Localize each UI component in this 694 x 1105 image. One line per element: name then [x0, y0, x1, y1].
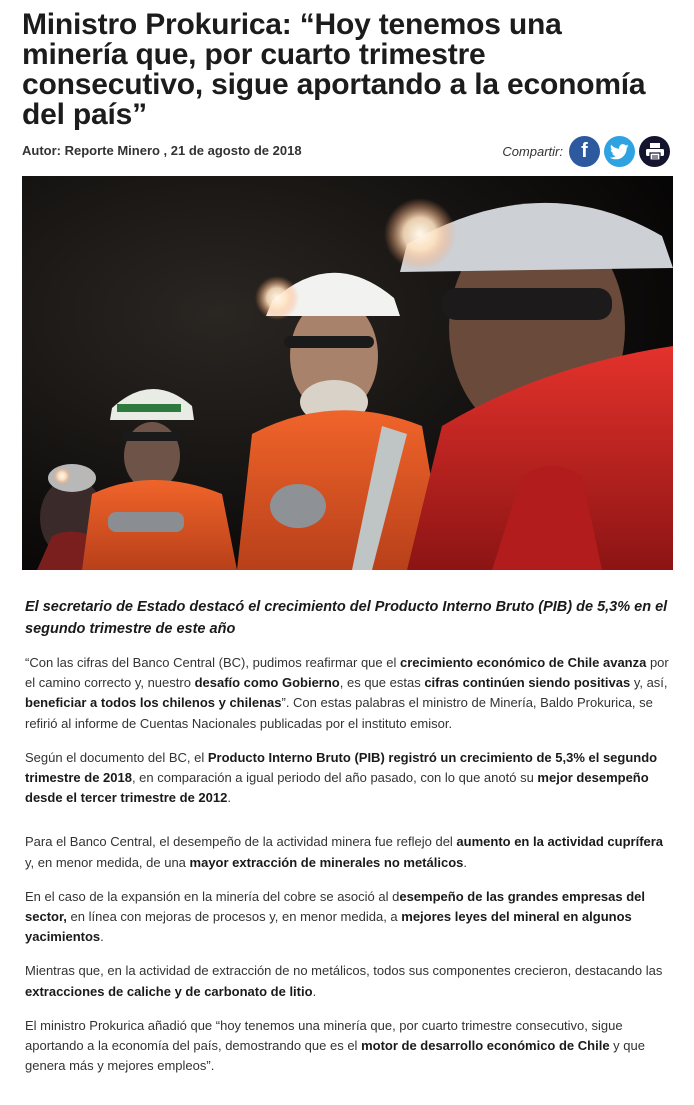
paragraph — [25, 961, 675, 1001]
bold-text: mayor extracción de minerales no metálicos — [189, 854, 464, 870]
paragraph — [25, 887, 675, 948]
printer-icon — [646, 143, 664, 160]
article-lead: El secretario de Estado destacó el crecimiento del Producto Interno Bruto (PIB) de 5,3% en el segundo trimestre de este año — [25, 599, 668, 637]
paragraph — [25, 653, 675, 734]
text-run: En el caso de la expansión en la minería del cobre se asoció al d — [25, 888, 400, 904]
miners-photo — [22, 176, 673, 570]
bold-text: beneficiar a todos los chilenos y chilenas — [25, 695, 282, 711]
bold-text: extracciones de caliche y de carbonato de litio — [25, 983, 313, 999]
bold-text: motor de desarrollo económico de Chile — [361, 1038, 610, 1054]
share-bar — [502, 136, 670, 167]
text-run: , es que estas — [339, 675, 425, 691]
share-label: Compartir: — [502, 144, 563, 159]
twitter-share-button[interactable] — [604, 136, 635, 167]
text-run: y, en menor medida, de una — [25, 854, 190, 870]
text-run: , en comparación a igual periodo del año pasado, con lo que anotó su — [131, 770, 538, 786]
text-run: “Con las cifras del Banco Central (BC), pudimos reafirmar que el — [25, 655, 400, 670]
article-title: Ministro Prokurica: “Hoy tenemos una minería que, por cuarto trimestre consecutivo, sigue aportando a la economía del país” — [22, 8, 646, 131]
bold-text: crecimiento económico de Chile avanza — [399, 655, 647, 670]
facebook-share-button[interactable] — [569, 136, 600, 167]
twitter-icon — [610, 144, 629, 160]
text-run: El ministro Prokurica añadió que “hoy tenemos una minería que, por cuarto trimestre consecutivo, sigue aportando a la economía del país, demostrando que es el — [25, 1017, 623, 1054]
article-body — [25, 596, 675, 1090]
text-run: Para el Banco Central, el desempeño de la actividad minera fue reflejo del — [25, 834, 457, 850]
paragraph — [25, 748, 675, 809]
text-run: Según el documento del BC, el — [25, 749, 208, 765]
bold-text: cifras continúen siendo positivas — [424, 675, 631, 691]
text-run: . — [312, 983, 317, 999]
bold-text: Producto Interno Bruto (PIB) registró un crecimiento de 5,3% el segundo trimestre de 2018 — [25, 749, 658, 786]
bold-text: aumento en la actividad cuprífera — [456, 834, 664, 850]
bold-text: esempeño de las grandes empresas del sector, — [25, 888, 646, 925]
bold-text: mejores leyes del mineral en algunos yacimientos — [25, 909, 632, 945]
text-run: . — [463, 854, 467, 870]
text-run: Mientras que, en la actividad de extracción de no metálicos, todos sus componentes crecieron, destacando las — [25, 963, 663, 979]
bold-text: mejor desempeño desde el tercer trimestre de 2012 — [25, 770, 649, 806]
paragraph — [25, 832, 675, 872]
text-run: en línea con mejoras de procesos y, en menor medida, a — [66, 909, 402, 925]
bold-text: desafío como Gobierno — [194, 675, 340, 691]
text-run: y que genera más y mejores empleos”. — [25, 1038, 645, 1074]
text-run: . — [100, 929, 104, 945]
print-button[interactable] — [639, 136, 670, 167]
article-meta: Autor: Reporte Minero , 21 de agosto de 2018 — [22, 143, 302, 158]
text-run: . — [227, 790, 231, 806]
text-run: por el camino correcto y, nuestro — [25, 655, 669, 691]
text-run: y, así, — [630, 675, 668, 691]
paragraph — [25, 1016, 675, 1077]
text-run: ”. Con estas palabras el ministro de Minería, Baldo Prokurica, se refirió al informe de Cuentas Nacionales publicadas por el instituto emisor. — [25, 695, 653, 731]
hero-photo — [22, 176, 673, 570]
facebook-icon: f — [581, 140, 588, 162]
